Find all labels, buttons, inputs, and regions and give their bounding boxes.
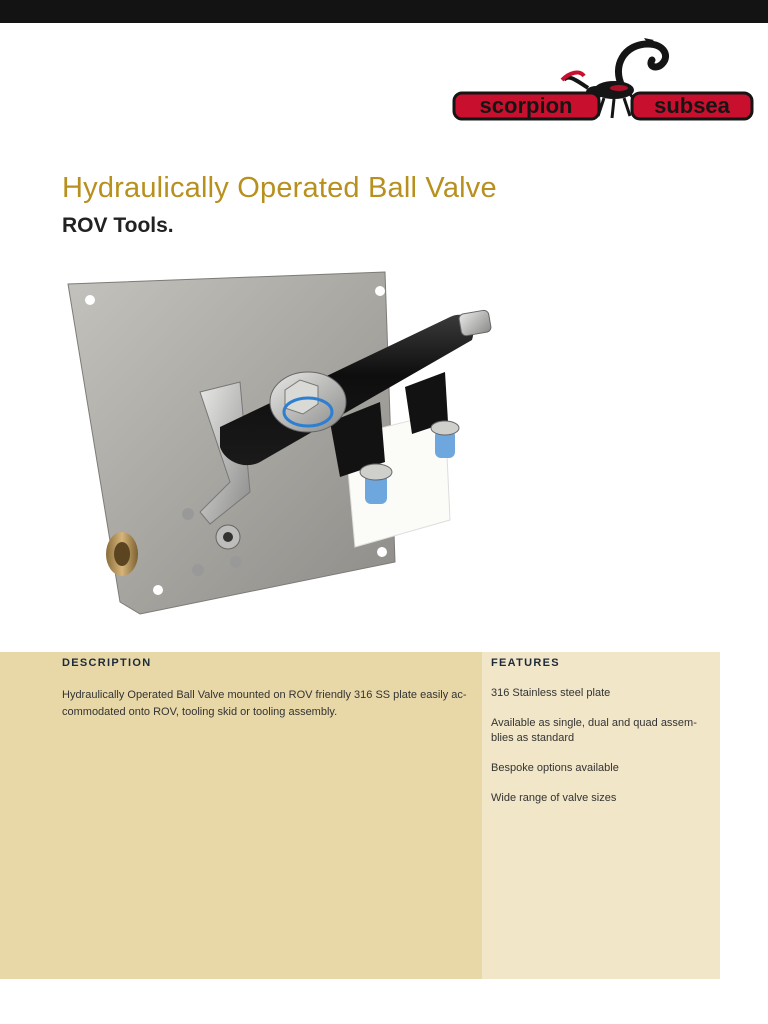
page-title: Hydraulically Operated Ball Valve (62, 172, 497, 204)
scorpion-subsea-logo (444, 24, 762, 152)
ball-valve-photo (60, 262, 520, 622)
feature-item: Wide range of valve sizes (491, 792, 617, 804)
feature-item: 316 Stainless steel plate (491, 687, 611, 699)
feature-item: Bespoke options available (491, 762, 619, 774)
features-list (491, 686, 713, 821)
features-heading: FEATURES (491, 657, 560, 669)
description-heading: DESCRIPTION (62, 657, 152, 669)
feature-item: Available as single, dual and quad assem-blies as standard (491, 717, 697, 744)
page-subtitle: ROV Tools. (62, 214, 174, 237)
description-text: Hydraulically Operated Ball Valve mounted on ROV friendly 316 SS plate easily ac-commodated onto ROV, tooling skid or tooling assembly. (62, 689, 467, 718)
logo-word-scorpion: scorpion (479, 93, 573, 118)
logo-word-subsea: subsea (654, 93, 730, 118)
header-bar (0, 0, 768, 23)
